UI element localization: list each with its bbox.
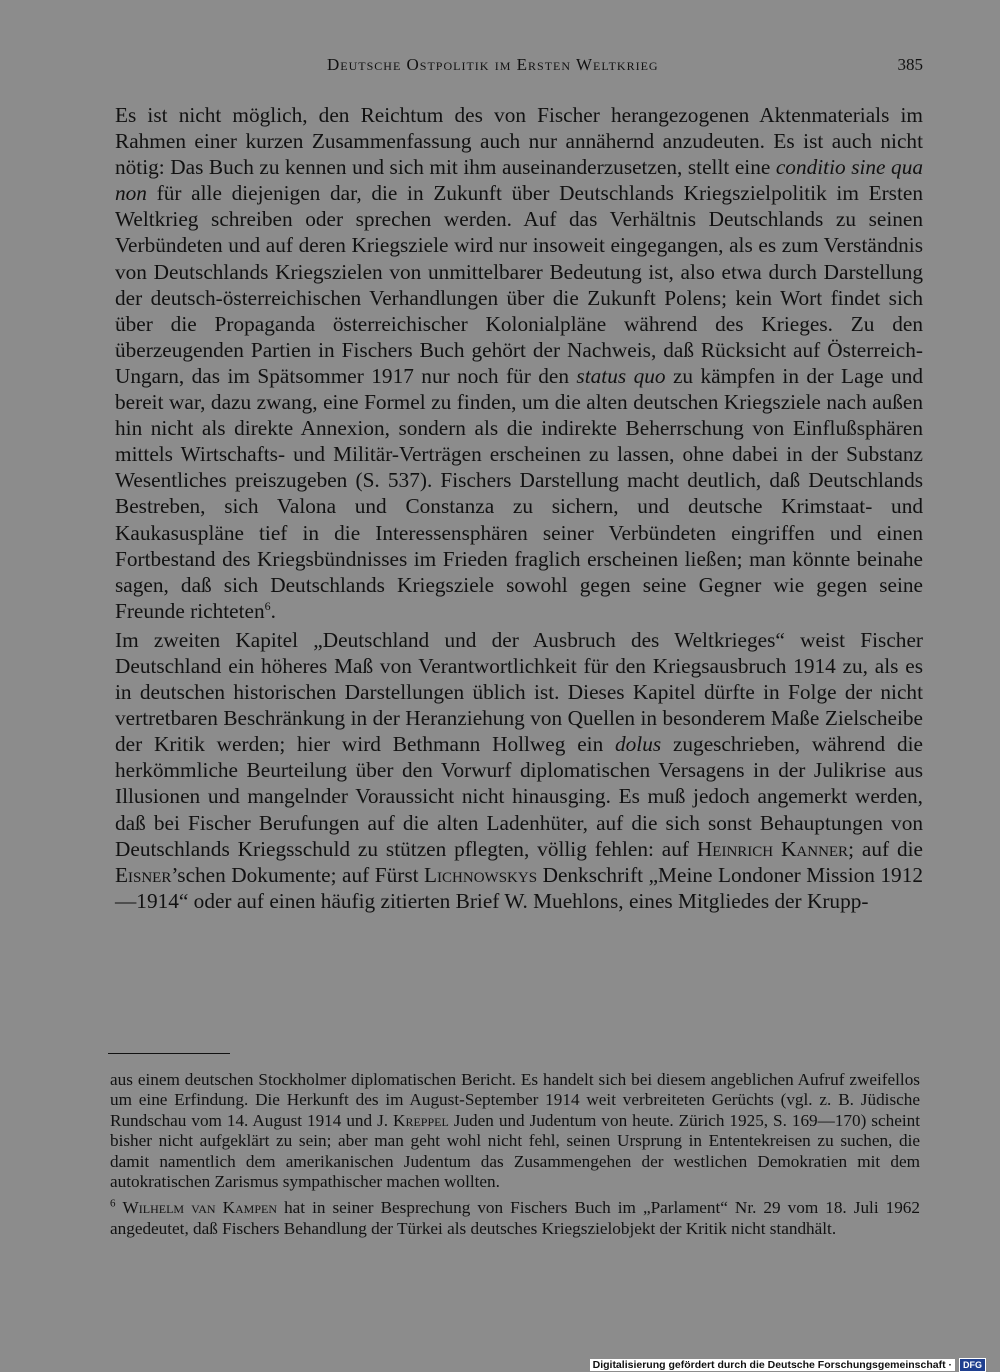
footnote-cont-text-2: Juden und Judentum von heute. Zürich 1925, S. 169—170) scheint bisher nicht aufgeklärt zu sein; aber man geht wohl nicht fehl, seinen Ursprung in Ententekreisen zu suchen, die damit namentlich dem amerikanischen Judentum das Zusammengehen der westlichen Demokratien mit dem autokratischen Zarismus sympathischer machen wollten.: [110, 1110, 920, 1192]
page-number: 385: [897, 55, 923, 74]
author-name-kreppel: Kreppel: [393, 1110, 449, 1130]
author-name-kanner: Heinrich Kanner: [696, 836, 849, 861]
footnote-6-text: hat in seiner Besprechung von Fischers Buch im „Parlament“ Nr. 29 vom 18. Juli 1962 angedeutet, daß Fischers Behandlung der Türkei als deutsches Kriegszielobjekt der Kritik nicht standhält.: [110, 1198, 920, 1238]
main-text: [115, 102, 923, 914]
running-title: Deutsche Ostpolitik im Ersten Weltkrieg: [327, 55, 659, 74]
running-header: [115, 55, 923, 85]
paragraph-2-text-3: ; auf die: [848, 836, 924, 861]
paragraph-1-text-3: zu kämpfen in der Lage und bereit war, dazu zwang, eine Formel zu finden, um die alten deutschen Kriegsziele nach außen hin nicht als direkte Annexion, sondern als die indirekte Beherrschung von Einflußsphären mittels Wirtschafts- und Militär-Verträgen erscheinen zu lassen, ohne dabei in der Substanz Wesentliches preiszugeben (S. 537). Fischers Darstellung macht deutlich, daß Deutschlands Bestreben, sich Valona und Constanza zu sichern, und deutsche Krimstaat- und Kaukasuspläne tief in die Interessensphären seiner Verbündeten eingriffen und einen Fortbestand des Kriegsbündnisses im Frieden fraglich erscheinen ließen; man könnte beinahe sagen, daß sich Deutschlands Kriegsziele sowohl gegen seine Gegner wie gegen seine Freunde richteten: [115, 363, 923, 623]
author-name-eisner: Eisner: [115, 862, 172, 887]
footnote-cont-text-1: aus einem deutschen Stockholmer diplomatischen Bericht. Es handelt sich bei diesem angeblichen Aufruf zweifellos um eine Erfindung. Die Herkunft des im August-September 1914 weit verbreiteten Gerüchts (vgl. z. B. Jüdische Rundschau vom 14. August 1914 und J.: [110, 1070, 920, 1130]
paragraph-1-text-2: für alle diejenigen dar, die in Zukunft über Deutschlands Kriegszielpolitik im Ersten Weltkrieg schreiben oder sprechen werden. Auf das Verhältnis Deutschlands zu seinen Verbündeten und auf deren Kriegsziele wird nur insoweit eingegangen, als es zum Verständnis von Deutschlands Kriegszielen von unmittelbarer Bedeutung ist, also etwa durch Darstellung der deutsch-österreichischen Verhandlungen über die Zukunft Polens; kein Wort findet sich über die Propaganda österreichischer Kolonialpläne während des Krieges. Zu den überzeugenden Partien in Fischers Buch gehört der Nachweis, daß Rücksicht auf Österreich-Ungarn, das im Spätsommer 1917 nur noch für den: [115, 181, 923, 388]
author-name-van-kampen: Wilhelm van Kampen: [122, 1198, 278, 1218]
dfg-logo-icon[interactable]: DFG: [959, 1358, 986, 1372]
footnote-6-number: 6: [110, 1197, 116, 1210]
digitization-footer: [590, 1359, 986, 1371]
paragraph-2-text-5: Denkschrift „Meine Londoner Mission 1912—1914“ oder auf einen häufig zitierten Brief W. Muehlons, eines Mitgliedes der Krupp-: [115, 862, 923, 913]
paragraph-2-text-1: Im zweiten Kapitel „Deutschland und der Ausbruch des Weltkrieges“ weist Fischer Deutschland ein höheres Maß von Verantwortlichkeit für den Kriegsausbruch 1914 zu, als es in deutschen historischen Darstellungen üblich ist. Dieses Kapitel dürfte in Folge der nicht vertretbaren Beschränkung in der Heranziehung von Quellen in besonderem Maße Zielscheibe der Kritik werden; hier wird Bethmann Hollweg ein: [115, 627, 923, 757]
footnote-6: [110, 1198, 920, 1239]
footnote-ref-6[interactable]: 6: [264, 598, 271, 613]
paragraph-1-italic-2: status quo: [576, 363, 666, 388]
paragraph-2-text-2: zugeschrieben, während die herkömmliche Beurteilung über den Vorwurf diplomatischen Versagens in der Julikrise aus Illusionen und mangelnder Voraussicht nicht hinausging. Es muß jedoch angemerkt werden, daß bei Fischer Berufungen auf die alten Ladenhüter, auf die sich sonst Behauptungen von Deutschlands Kriegsschuld zu stützen pflegten, völlig fehlen: auf: [115, 732, 923, 861]
paragraph-1: [115, 102, 923, 624]
paragraph-2-italic-1: dolus: [615, 732, 662, 757]
paragraph-2-text-4: ’schen Dokumente; auf Fürst: [171, 862, 425, 887]
paragraph-1-end: .: [270, 598, 276, 623]
paragraph-2: [115, 627, 923, 914]
footnote-separator: [108, 1053, 230, 1054]
footnotes: [110, 1070, 920, 1239]
author-name-lichnowsky: Lichnowskys: [424, 862, 538, 887]
footnote-continuation: [110, 1070, 920, 1192]
paragraph-1-text-1: Es ist nicht möglich, den Reichtum des von Fischer herangezogenen Aktenmaterials im Rahmen einer kurzen Zusammenfassung auch nur annähernd anzudeuten. Es ist auch nicht nötig: Das Buch zu kennen und sich mit ihm auseinanderzusetzen, stellt eine: [115, 103, 923, 180]
digitization-credit: Digitalisierung gefördert durch die Deutsche Forschungsgemeinschaft ·: [590, 1359, 955, 1371]
paragraph-1-italic-1: conditio sine qua non: [115, 155, 923, 206]
